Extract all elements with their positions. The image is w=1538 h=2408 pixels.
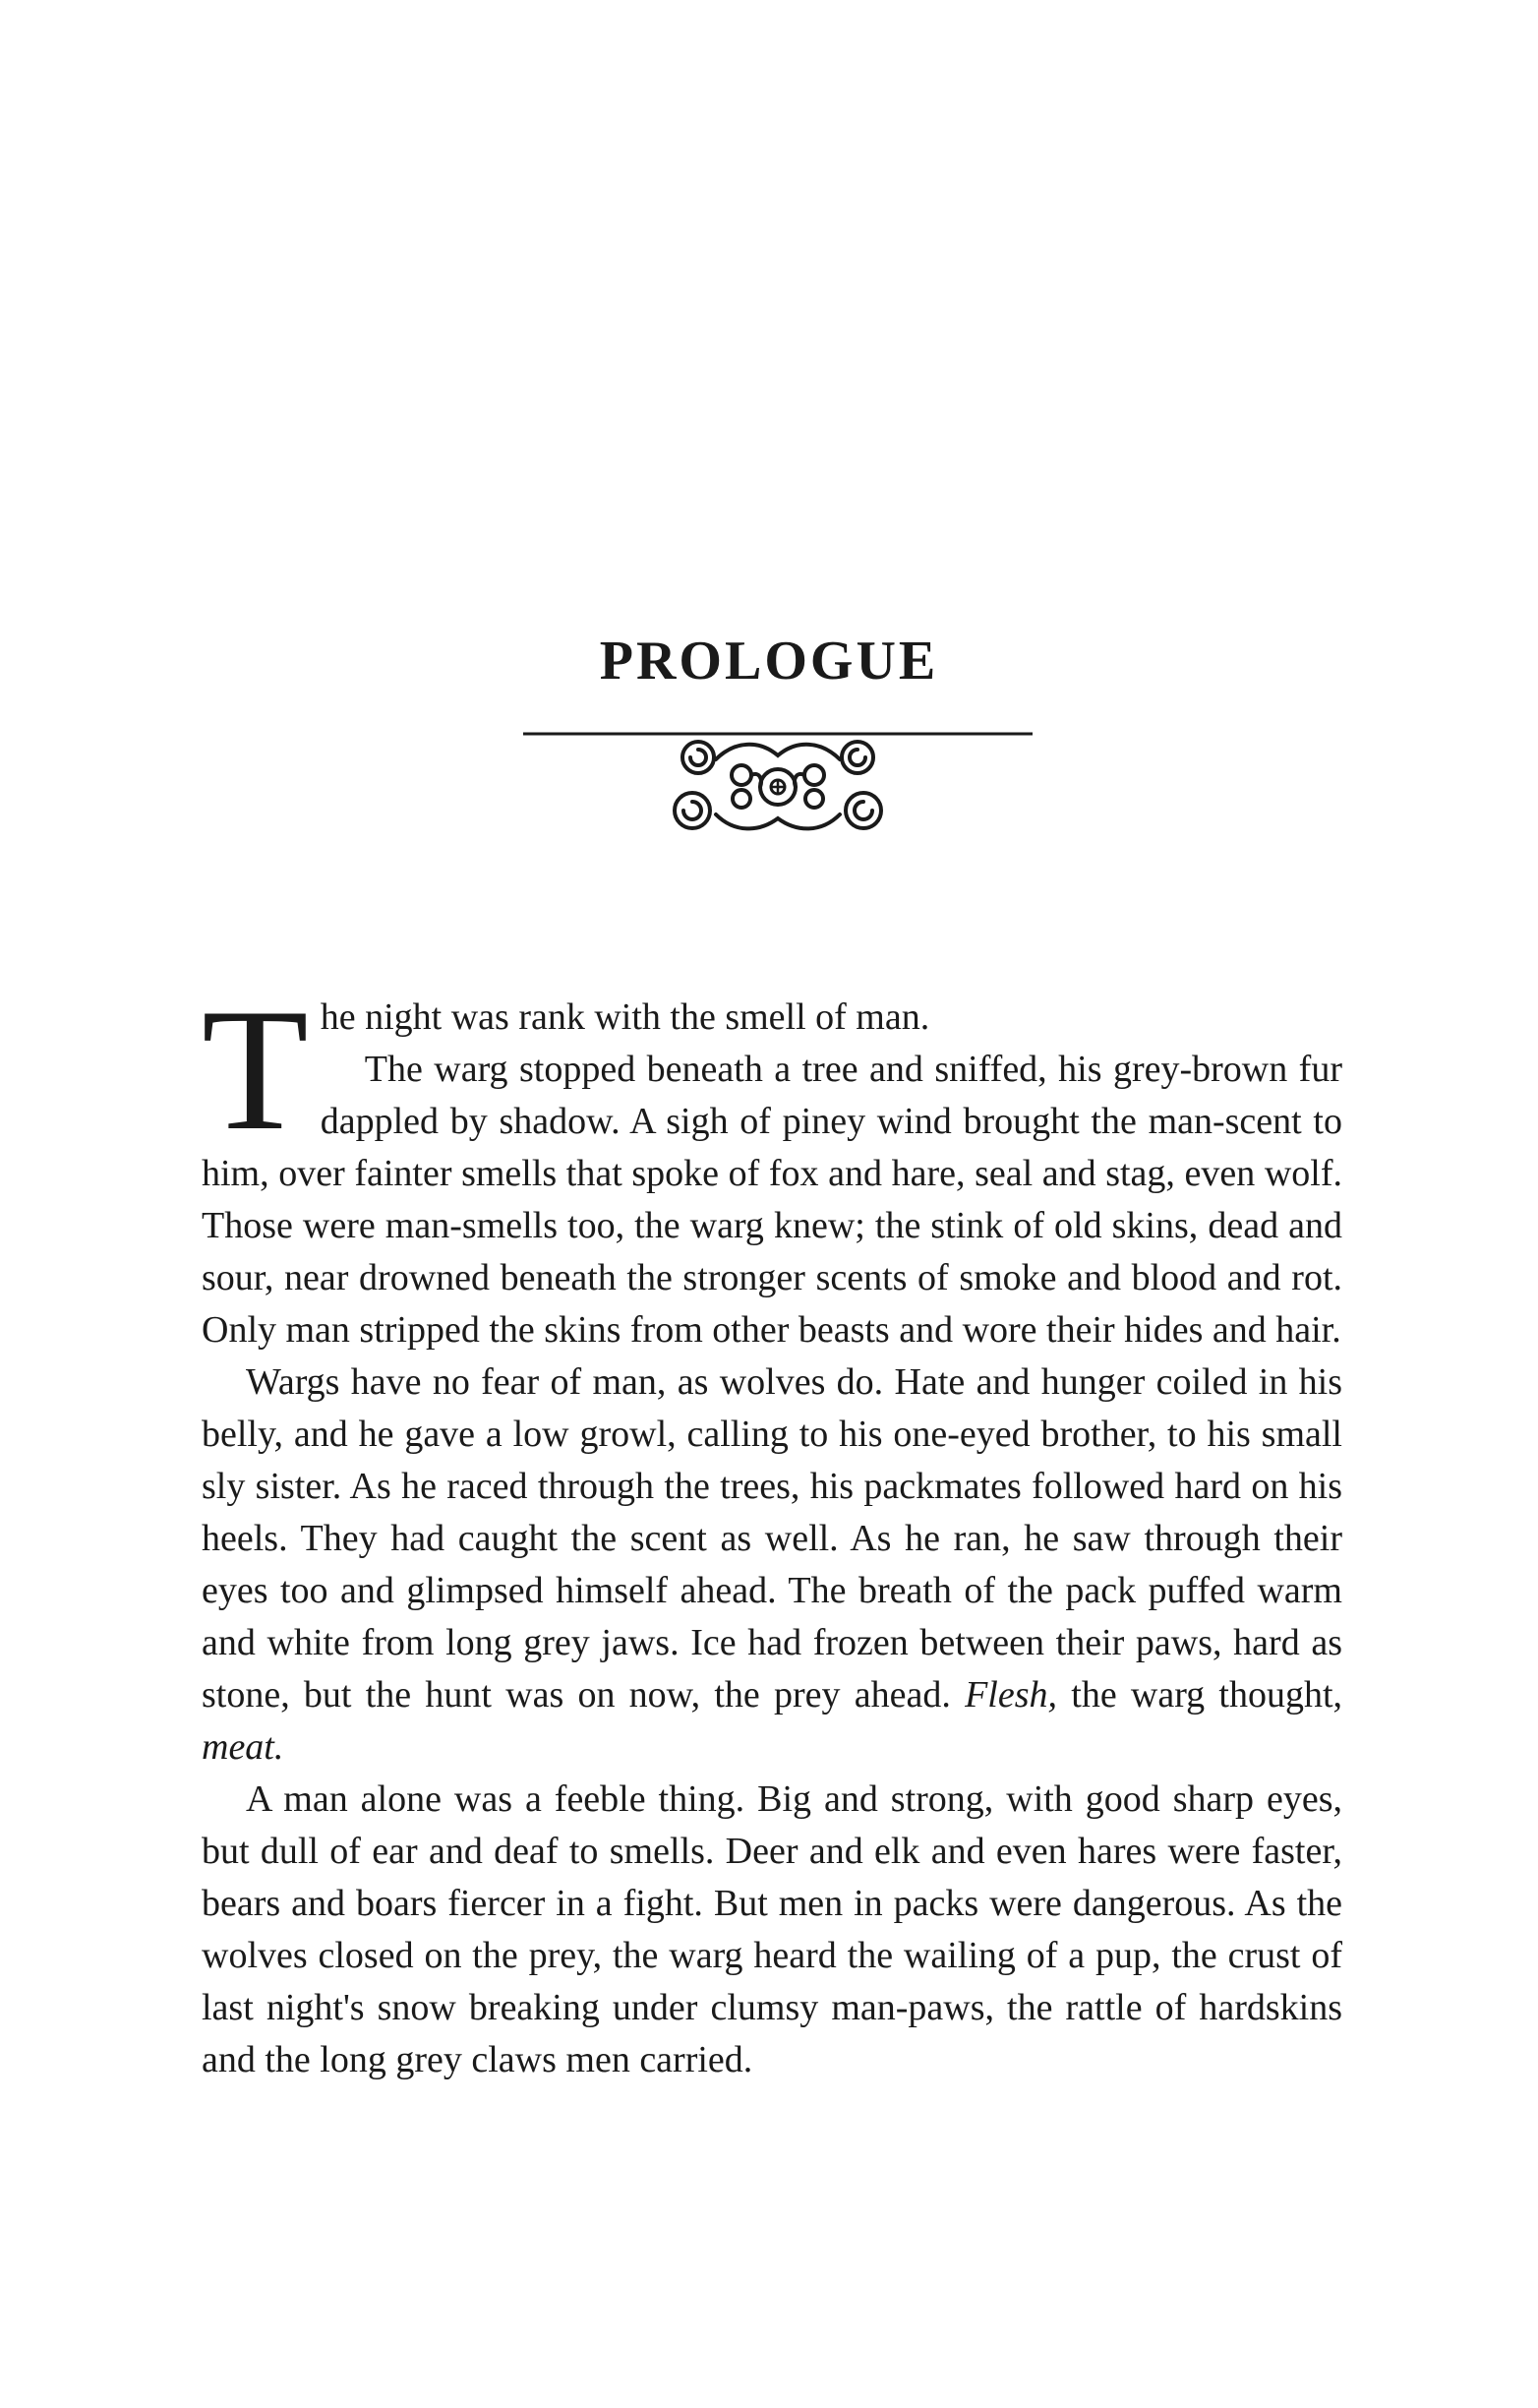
paragraph-3 bbox=[202, 1356, 1342, 1774]
paragraph-3-mid: the warg thought, bbox=[1071, 1674, 1343, 1716]
drop-cap: T bbox=[202, 972, 309, 1167]
paragraph-1 bbox=[202, 972, 1342, 1167]
italic-meat: meat. bbox=[202, 1726, 284, 1768]
paragraph-2: The warg stopped beneath a tree and sniffed, his grey-brown fur dappled by shadow. A sigh of piney wind brought the man-scent to him, over fainter smells that spoke of fox and hare, seal and stag, even wolf. Those were man-smells too, the warg knew; the stink of old skins, dead and sour, near drowned beneath the stronger scents of smoke and blood and rot. Only man stripped the skins from other beasts and wore their hides and hair. bbox=[202, 1049, 1342, 1351]
italic-flesh: Flesh, bbox=[965, 1674, 1058, 1716]
paragraph-3-text: Wargs have no fear of man, as wolves do. Hate and hunger coiled in his belly, and he gave a low growl, calling to his one-eyed brother, to his small sly sister. As he raced through the trees, his packmates followed hard on his heels. They had caught the scent as well. As he ran, he saw through their eyes too and glimpsed himself ahead. The breath of the pack puffed warm and white from long grey jaws. Ice had frozen between their paws, hard as stone, but the hunt was on now, the prey ahead. bbox=[202, 1361, 1342, 1716]
scroll-flourish-icon bbox=[523, 726, 1033, 834]
paragraph-4: A man alone was a feeble thing. Big and strong, with good sharp eyes, but dull of ear and deaf to smells. Deer and elk and even hares were faster, bears and boars fiercer in a fight. But men in packs were dangerous. As the wolves closed on the prey, the warg heard the wailing of a pup, the crust of last night's snow breaking under clumsy man-paws, the rattle of hardskins and the long grey claws men carried. bbox=[202, 1778, 1342, 2080]
prologue-text bbox=[202, 972, 1343, 2086]
paragraph-1-text: he night was rank with the smell of man. bbox=[320, 996, 930, 1038]
chapter-title: PROLOGUE bbox=[599, 631, 939, 692]
